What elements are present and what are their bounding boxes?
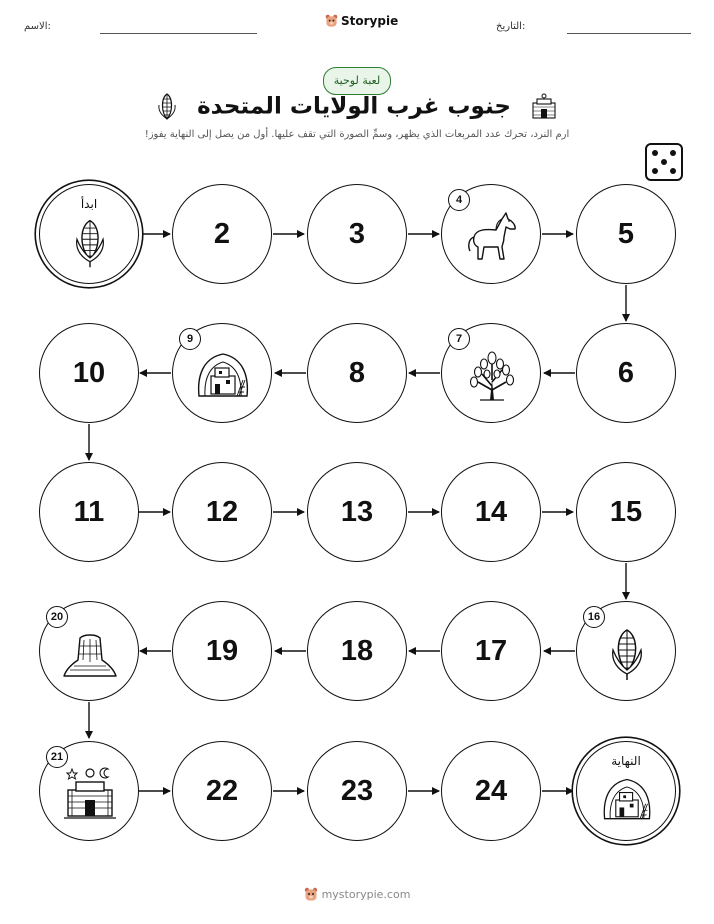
space-number: 3 [348,217,366,250]
space-9 [172,323,272,423]
date-label: التاريخ: [496,21,526,32]
space-17 [441,601,541,701]
space-number: 14 [474,495,508,528]
space-number: 19 [205,634,239,667]
space-14 [441,462,541,562]
instructions: ارم النرد، تحرك عدد المربعات الذي يظهر، وسمِّ الصورة التي تقف عليها. أول من يصل إلى النهاية يفوز! [144,129,570,140]
space-number: 17 [474,634,508,667]
space-number: 22 [205,774,239,807]
space-number: 6 [617,356,635,389]
game-type-pill: لعبة لوحية [323,67,391,95]
space-badge: 20 [46,606,68,628]
tree-icon [462,346,522,406]
space-6 [576,323,676,423]
space-22 [172,741,272,841]
space-2 [172,184,272,284]
space-24 [441,741,541,841]
space-number: 5 [617,217,635,250]
space-badge: 7 [448,328,470,350]
space-number: 15 [609,495,643,528]
space-number: 2 [213,217,231,250]
footer-url[interactable]: mystorypie.com [321,888,411,901]
space-20 [39,601,139,701]
corn-icon [62,215,118,271]
space-10 [39,323,139,423]
space-15 [576,462,676,562]
title-text: جنوب غرب الولايات المتحدة [197,93,511,120]
horse-icon [462,207,522,267]
cliff-dwelling-icon [193,346,253,406]
space-number: 8 [348,356,366,389]
space-7 [441,323,541,423]
space-number: 13 [340,495,374,528]
corn-icon [597,624,657,684]
brand-name: Storypie [341,14,399,28]
space-8 [307,323,407,423]
space-number: 11 [73,495,105,528]
space-number: 18 [340,634,374,667]
space-badge: 21 [46,746,68,768]
space-number: 23 [340,774,374,807]
start-space [39,184,139,284]
space-number: 24 [474,774,508,807]
space-18 [307,601,407,701]
space-13 [307,462,407,562]
cliff-dwelling-icon [599,772,655,828]
start-label: ابدأ [80,197,98,211]
space-16 [576,601,676,701]
space-4 [441,184,541,284]
space-21 [39,741,139,841]
space-badge: 16 [583,606,605,628]
bear-logo-icon [304,887,318,902]
space-12 [172,462,272,562]
space-19 [172,601,272,701]
butte-icon [60,624,120,684]
space-badge: 4 [448,189,470,211]
footer [0,887,714,902]
finish-label: النهاية [611,754,641,768]
name-label: الاسم: [24,21,51,32]
space-23 [307,741,407,841]
space-11 [39,462,139,562]
space-number: 12 [205,495,239,528]
pueblo-icon [60,764,120,824]
space-number: 10 [72,356,106,389]
space-5 [576,184,676,284]
space-3 [307,184,407,284]
finish-space [576,741,676,841]
space-badge: 9 [179,328,201,350]
